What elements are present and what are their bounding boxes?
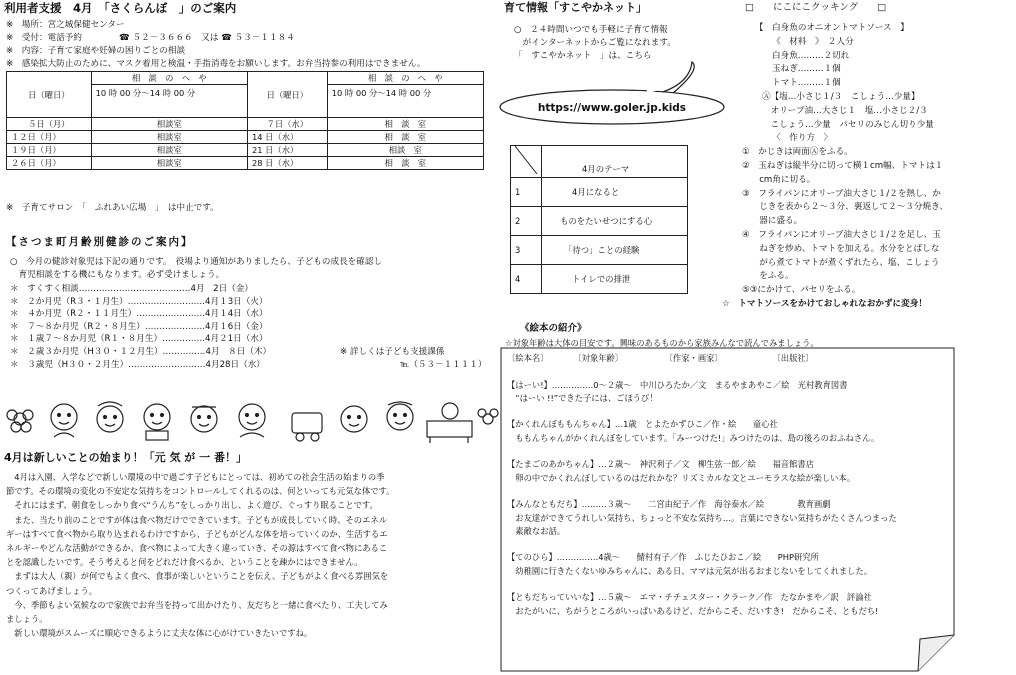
- checkup-item: ＊ すくすく相談…………………………………4月 2日（金）: [10, 284, 253, 294]
- cell: トイレでの排泄: [542, 265, 688, 294]
- schedule-notes: [6, 19, 496, 170]
- info-line: ○ ２４時間いつでも手軽に子育て情報: [514, 25, 668, 35]
- col-room-2: 相 談 の へ や: [327, 72, 483, 85]
- recipe-line: ④ フライパンにオリーブ油大さじ１/２を足し、玉: [742, 229, 941, 240]
- child-face-icon: [239, 404, 265, 437]
- list-item: [10, 346, 490, 359]
- checkup-intro: [10, 256, 480, 282]
- table-row: [7, 118, 484, 131]
- children-illustration: [2, 397, 500, 443]
- cell: 相 談 室: [327, 131, 483, 144]
- checkup-item: ＊ ３歳児（H３０・２月生）………………………4月28日（水）: [10, 359, 265, 370]
- table-row: [511, 236, 688, 265]
- list-item: 【たまごのあかちゃん】…２歳～ 神沢利子／文 柳生弦一郎／絵 福音館書店: [507, 459, 814, 470]
- col-day-1: 日（曜日）: [7, 72, 92, 118]
- article-line: ギーはすべて食べ物から取り込まれるわけですから、子どもがどんな体を培っていくのか、生活するエ: [6, 528, 388, 539]
- table-row: [7, 157, 484, 170]
- child-face-icon: [341, 406, 367, 432]
- list-item: [10, 296, 490, 309]
- list-item: [10, 359, 490, 372]
- list-item: [10, 321, 490, 334]
- info-line: 「 すこやかネット 」は、こちら: [514, 51, 652, 61]
- list-item: [10, 333, 490, 346]
- checkup-item: ＊ ４か月児（R２・１１月生）……………………4月１4日（水）: [10, 309, 268, 320]
- cell: 相談室: [91, 144, 247, 157]
- list-item: 幼稚園に行きたくないゆみちゃんに、ある日、ママは元気が出るおまじないをしてくれました。: [507, 565, 873, 576]
- child-face-icon: [387, 402, 413, 430]
- checkup-phone: ℡（５３－１１１１）: [400, 359, 487, 370]
- note-line: ※ 受付：電話予約 ☎ ５２－３６６６ 又は ☎ ５３－１１８４: [6, 33, 295, 43]
- cell: 相談室: [91, 118, 247, 131]
- note-line: ※ 内容：子育て家庭や妊婦の困りごとの相談: [6, 46, 186, 56]
- table-row: [7, 144, 484, 157]
- list-item: 素敵なお話。: [507, 525, 566, 536]
- cell: 相談室: [91, 131, 247, 144]
- cell: 21 日（水）: [247, 144, 327, 157]
- recipe-line: 白身魚………２切れ: [772, 50, 850, 61]
- recipe-line: 〈 作り方 〉: [742, 133, 833, 144]
- checkup-item: ＊ ２歳３か月児（H３０・１２月生）……………4月 ８日（木）: [10, 346, 272, 357]
- child-face-icon: [51, 404, 77, 437]
- cell: 2: [511, 207, 542, 236]
- cell: 14 日（水）: [247, 131, 327, 144]
- list-item: 卵の中でかくれんぼしているのはだれかな？リズミカルな文とユーモラスな絵が楽しい本。: [507, 472, 856, 483]
- table-row: [511, 265, 688, 294]
- col-time-1: 10 時 00 分～14 時 00 分: [91, 85, 247, 118]
- table-row: [511, 178, 688, 207]
- theme-table: [510, 145, 688, 294]
- recipe-line: じきを表から２～３分、裏返して２～３分焼き、: [742, 202, 948, 213]
- website-url[interactable]: https://www.goler.jp.kids: [537, 102, 687, 114]
- recipe-line: cm角に切る。: [742, 174, 816, 185]
- article-line: ましょう。: [6, 613, 48, 624]
- article-line: 今、季節もよい気候なので家族でお弁当を持って出かけたり、友だちと一緒に食べたり、工夫してみ: [6, 599, 388, 610]
- books-list: [507, 352, 947, 618]
- article-title: 4月は新しいことの始まり！「元 気 が 一 番！」: [4, 451, 247, 464]
- cell: 3: [511, 236, 542, 265]
- list-item: [10, 283, 490, 296]
- list-item: [507, 578, 947, 591]
- toy-icon: [292, 413, 322, 441]
- article-body: [6, 471, 496, 641]
- col-room-1: 相 談 の へ や: [91, 72, 247, 85]
- recipe-line: 玉ねぎ………１個: [772, 64, 841, 75]
- theme-corner: [511, 146, 542, 178]
- cell: １９日（月）: [7, 144, 92, 157]
- page-curl-icon: [918, 635, 954, 671]
- recipe-line: ねぎを炒め、トマトを加える。水分をとばしな: [742, 243, 940, 254]
- article-line: それにはまず、朝食をしっかり食べ“うんち”をしっかり出し、よく遊び、ぐっすり眠ることです。: [6, 500, 378, 511]
- diagonal-line: [515, 146, 537, 174]
- note-line: ※ 感染拡大防止のために、マスク着用と検温・手指消毒をお願いします。お弁当持参の利用はできません。: [6, 59, 426, 69]
- cell: 相談室: [91, 157, 247, 170]
- cell: ものをたいせつにする心: [542, 207, 688, 236]
- list-item: [10, 308, 490, 321]
- recipe-line: 器に盛る。: [742, 216, 803, 227]
- col-time-2: 10 時 00 分～14 時 00 分: [327, 85, 483, 118]
- col-day-2: 日（曜日）: [247, 72, 327, 118]
- schedule-title: 利用者支援 4月 「さくらんぼ 」のご案内: [4, 1, 237, 15]
- article-line: また、当たり前のことですが体は食べ物だけでできています。子どもが成長していく時、そのエネル: [6, 514, 387, 525]
- recipe-line: トマト………１個: [772, 78, 841, 89]
- child-face-icon: [191, 406, 217, 432]
- list-item: おたがいに、ちがうところがいっぱいあるけど、だからこそ、だいすき! だからこそ、ともだち!: [507, 605, 879, 616]
- recipe-tip: ☆ トマトソースをかけておしゃれなおかずに変身！: [722, 298, 927, 309]
- checkup-item: ＊ ２か月児（R３・１月生）………………………4月１3日（火）: [10, 296, 268, 307]
- article-line: つくってあげましょう。: [6, 585, 98, 596]
- checkup-title: 【さつま町月齢別健診のご案内】: [6, 236, 194, 248]
- list-item: “はーい !!”できた子には、ごほうび！: [507, 392, 658, 403]
- info-body: [514, 24, 714, 63]
- cooking-title: □ にこにこクッキング □: [745, 2, 887, 13]
- recipe: [722, 22, 1012, 312]
- salon-notice: ※ 子育てサロン 「 ふれあい広場 」 は中止です。: [6, 203, 219, 213]
- checkup-line: 育児相談をする機にもなります。必ず受けましょう。: [10, 270, 225, 280]
- recipe-line: ③ フライパンにオリーブ油大さじ１/２を熱し、か: [742, 188, 941, 199]
- recipe-line: こしょう…少量 パセリのみじん切り少量: [762, 119, 934, 130]
- list-item: [507, 405, 947, 418]
- checkup-item: ＊ １歳７～８か月児（R１・８月生）……………4月２1日（水）: [10, 334, 268, 345]
- cell: 相 談 室: [327, 157, 483, 170]
- child-face-icon: [97, 402, 123, 432]
- recipe-line: 【 白身魚のオニオントマトソース 】: [742, 23, 909, 33]
- child-face-icon: [144, 404, 170, 440]
- cell: 4月になると: [542, 178, 688, 207]
- table-row: [511, 207, 688, 236]
- cell: １２日（月）: [7, 131, 92, 144]
- url-speech-bubble: [497, 60, 732, 126]
- books-title: 《絵本の紹介》: [520, 323, 587, 334]
- list-item: [507, 538, 947, 551]
- checkup-list: [10, 283, 490, 371]
- flower-icon: [478, 409, 498, 424]
- list-item: 【みんなともだち】………３歳～ 二宮由紀子／作 海谷泰水／絵 教育画劇: [507, 499, 831, 510]
- article-line: 新しい環境がスムーズに順応できるように丈夫な体に心がけていきたいですね。: [6, 628, 313, 639]
- recipe-line: ① かじきは両面Ⓐをふる。: [742, 147, 853, 158]
- books-header: 〔絵本名〕 〔対象年齢〕 〔作家・画家〕 〔出版社〕: [507, 353, 814, 363]
- article-line: 節です。その環境の変化の不安定な気持ちをコントロールしてくれるのは、何といっても元気な体です。: [6, 486, 395, 497]
- cell: 28 日（水）: [247, 157, 327, 170]
- recipe-line: をふる。: [742, 271, 794, 282]
- cell: 1: [511, 178, 542, 207]
- article-line: 4月は入園、入学などで新しい環境の中で過ごす子どもにとっては、初めての社会生活の始まりの季: [6, 472, 385, 482]
- recipe-line: オリーブ油…大さじ１ 塩…小さじ２/３: [762, 105, 928, 116]
- recipe-line: Ⓐ【塩…小さじ１/３ こしょう…少量】: [762, 91, 920, 102]
- schedule-table: [6, 71, 484, 170]
- list-item: 【てのひら】……………4歳～ 鯖村有子／作 ふじたひおこ／絵 PHP研究所: [507, 552, 819, 563]
- recipe-line: 《 材料 》 ２人分: [742, 36, 854, 47]
- theme-table-wrap: [510, 145, 688, 297]
- cell: 「待つ」ことの経験: [542, 236, 688, 265]
- cell: 相談 室: [327, 144, 483, 157]
- cell: 4: [511, 265, 542, 294]
- desk-icon: [427, 403, 472, 443]
- recipe-line: がら煮てトマトが煮くずれたら、塩、こしょう: [742, 257, 940, 268]
- info-line: がインターネットからご覧になれます。: [514, 38, 676, 48]
- list-item: [507, 365, 947, 378]
- recipe-line: ⑤③にかけて、パセリをふる。: [742, 285, 861, 296]
- table-row: [7, 131, 484, 144]
- list-item: お友達ができてうれしい気持ち、ちょっと不安な気持ち…。言葉にできない気持ちがたくさんつまった: [507, 512, 897, 523]
- article-line: とを認識したいです。そう考えると何をどれだけ食べるか、ということを疎かにはできません。: [6, 557, 363, 568]
- cell: ５日（月）: [7, 118, 92, 131]
- info-title: 育て情報「すこやかネット」: [504, 1, 647, 14]
- checkup-contact-note: ※ 詳しくは子ども支援課係: [340, 346, 445, 357]
- list-item: ももんちゃんがかくれんぼをしています。「みーつけた!」みつけたのは、島の後ろのおふねさん。: [507, 432, 880, 443]
- list-item: 【はーい!】……………0～２歳～ 中川ひろたか／文 まるやまあやこ／絵 光村教育図書: [507, 379, 848, 390]
- checkup-line: ○ 今月の健診対象児は下記の通りです。 役場より通知がありましたら、子どもの成長を確認し: [10, 257, 383, 267]
- note-line: ※ 場所：宮之城保健センター: [6, 20, 125, 30]
- cell: ７日（水）: [247, 118, 327, 131]
- list-item: 【かくれんぼももんちゃん】…1歳 とよたかずひこ／作・絵 童心社: [507, 419, 778, 430]
- checkup-item: ＊ ７～８か月児（R２・８月生）…………………4月１6日（金）: [10, 321, 268, 332]
- cell: ２６日（月）: [7, 157, 92, 170]
- list-item: [507, 445, 947, 458]
- list-item: [507, 485, 947, 498]
- cell: 相 談 室: [327, 118, 483, 131]
- books-subtitle: ☆対象年齢は大体の目安です。興味のあるものから家族みんなで読んでみましょう。: [505, 338, 819, 348]
- flower-icon: [7, 410, 33, 432]
- recipe-line: ② 玉ねぎは縦半分に切って横１cm幅、トマトは１: [742, 160, 944, 171]
- list-item: 【ともだちっていいな】…５歳～ エマ・チチェスター・クラーク／作 たなかまや／訳 評論社: [507, 592, 872, 603]
- article-line: ネルギーやどんな活動ができるか、食べ物によって大きく違っていき、その源はすべて食べ物にあるこ: [6, 542, 388, 553]
- article-line: まずは大人（親）が何でもよく食べ、食事が楽しいということを伝え、子どもがよく食べる雰囲気を: [6, 571, 389, 582]
- theme-header: 4月のテーマ: [542, 146, 688, 178]
